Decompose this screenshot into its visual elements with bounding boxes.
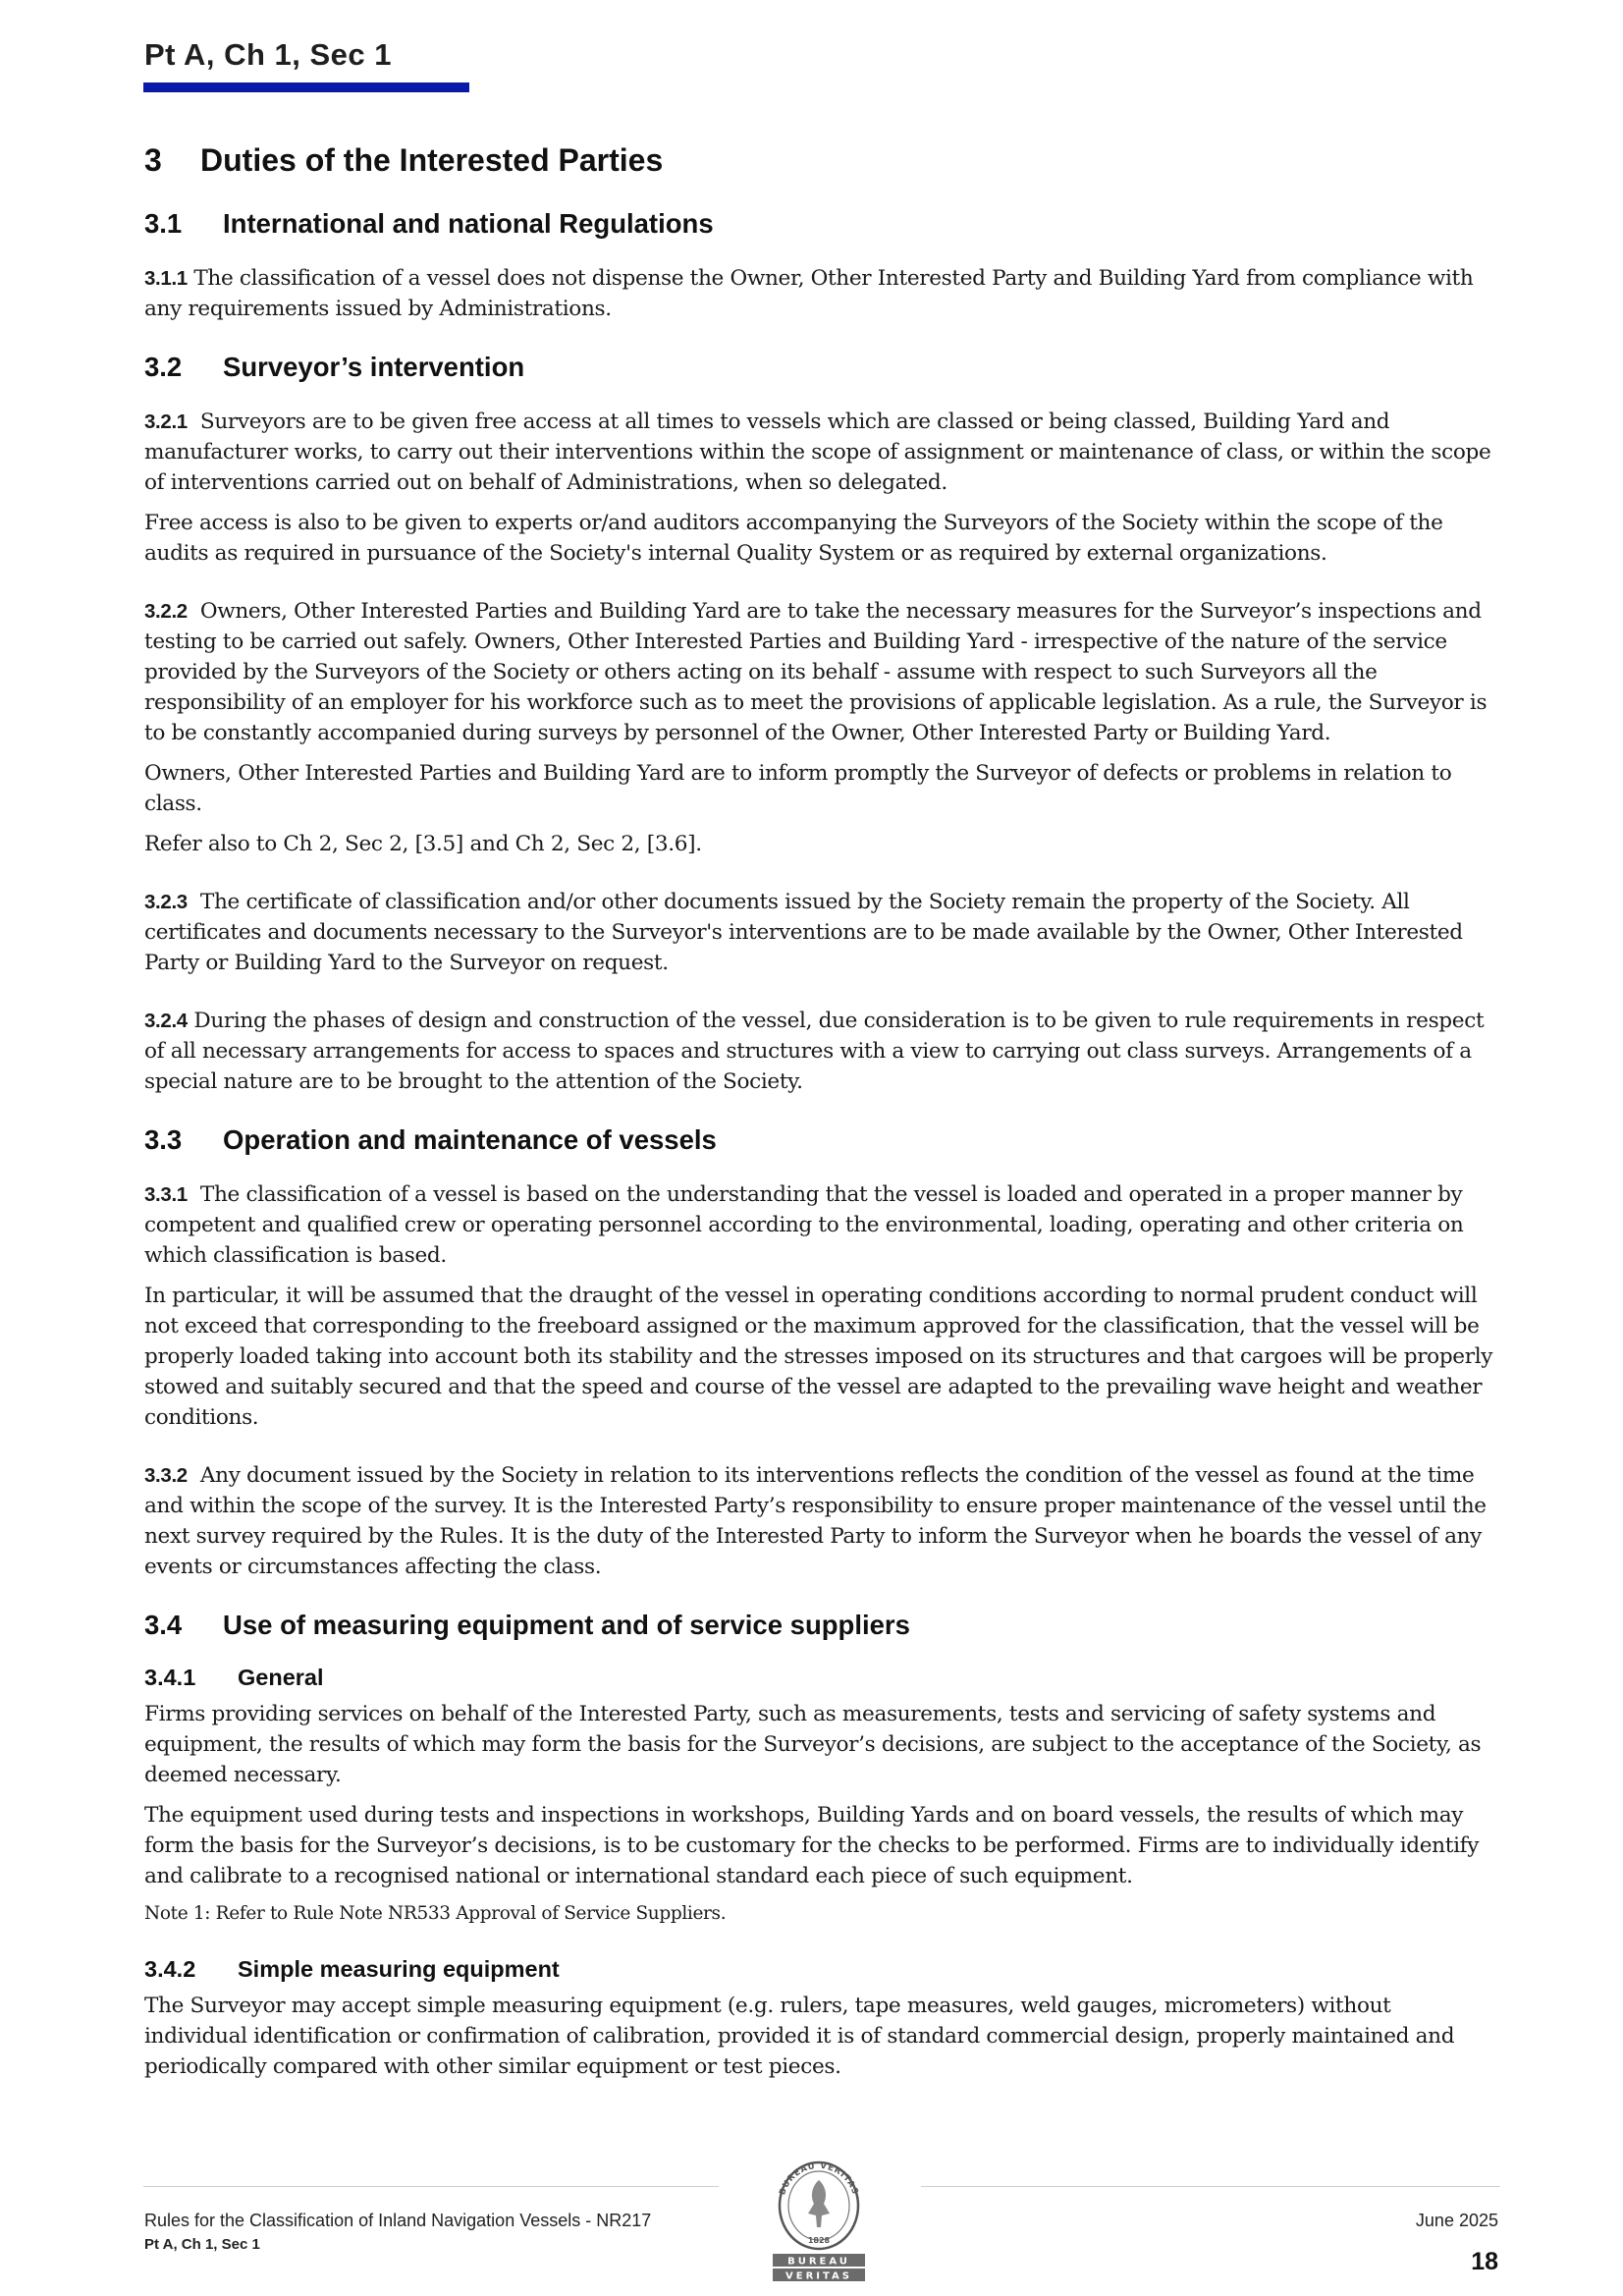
subsection-heading-3-4: 3.4 Use of measuring equipment and of service suppliers (144, 1610, 910, 1640)
header-rule (143, 82, 469, 92)
paragraph-3-2-2-b: Owners, Other Interested Parties and Building Yard are to inform promptly the Surveyor of defects or problems in relation to class. (144, 761, 1452, 816)
logo-arc-text: BUREAU VERITAS (778, 2160, 860, 2197)
page-number: 18 (1471, 2248, 1498, 2275)
subsubsection-heading-3-4-1: 3.4.1 General (144, 1665, 324, 1690)
footer-date: June 2025 (1415, 2211, 1498, 2230)
subsection-heading-3-1: 3.1 International and national Regulations (144, 208, 714, 239)
subsection-heading-3-3: 3.3 Operation and maintenance of vessels (144, 1124, 717, 1155)
paragraph-3-2-2-c: Refer also to Ch 2, Sec 2, [3.5] and Ch 2, Sec 2, [3.6]. (144, 832, 702, 856)
subsubsection-heading-3-4-2: 3.4.2 Simple measuring equipment (144, 1956, 560, 1982)
paragraph-3-1-1: 3.1.1 The classification of a vessel does not dispense the Owner, Other Interested Party and Building Yard from compliance with any requirements issued by Administrations. (144, 266, 1474, 321)
footer-rule-right (921, 2186, 1500, 2187)
bureau-veritas-logo (767, 2157, 871, 2284)
logo-word-veritas: VERITAS (785, 2270, 852, 2282)
logo-word-bureau: BUREAU (787, 2256, 850, 2268)
paragraph-3-4-2-a: The Surveyor may accept simple measuring equipment (e.g. rulers, tape measures, weld gauges, micrometers) without individual identification or confirmation of calibration, provided it is of standard commercial design, properly maintained and periodically compared with other similar equipment or test pieces. (144, 1994, 1455, 2079)
paragraph-3-2-1: 3.2.1 Surveyors are to be given free access at all times to vessels which are classed or being classed, Building Yard and manufacturer works, to carry out their interventions within the scope of assignment or maintenance of class, or within the scope of interventions carried out on behalf of Administrations, when so delegated. (144, 410, 1491, 495)
paragraph-3-3-2: 3.3.2 Any document issued by the Society in relation to its interventions reflects the condition of the vessel as found at the time and within the scope of the survey. It is the Interested Party’s responsibility to ensure proper maintenance of the vessel until the next survey required by the Rules. It is the duty of the Interested Party to inform the Surveyor when he boards the vessel of any events or circumstances affecting the class. (144, 1463, 1487, 1579)
paragraph-3-3-1: 3.3.1 The classification of a vessel is based on the understanding that the vessel is loaded and operated in a proper manner by competent and qualified crew or operating personnel according to the environmental, loading, operating and other criteria on which classification is based. (144, 1182, 1464, 1268)
footer-document-title: Rules for the Classification of Inland Navigation Vessels - NR217 (144, 2211, 652, 2230)
paragraph-3-4-1-a: Firms providing services on behalf of the Interested Party, such as measurements, tests and servicing of safety systems and equipment, the results of which may form the basis for the Surveyor’s decisions, are subject to the acceptance of the Society, as deemed necessary. (144, 1702, 1482, 1787)
footer-section: Pt A, Ch 1, Sec 1 (144, 2236, 260, 2253)
paragraph-3-3-1-b: In particular, it will be assumed that the draught of the vessel in operating conditions according to normal prudent conduct will not exceed that corresponding to the freeboard assigned or the maximum approved for the classification, that the vessel will be properly loaded taking into account both its stability and the stresses imposed on its structures and that cargoes will be properly stowed and suitably secured and that the speed and course of the vessel are adapted to the prevailing wave height and weather conditions. (144, 1284, 1493, 1430)
section-heading: 3 Duties of the Interested Parties (144, 142, 664, 178)
paragraph-3-4-1-b: The equipment used during tests and inspections in workshops, Building Yards and on board vessels, the results of which may form the basis for the Surveyor’s decisions, is to be customary for the checks to be performed. Firms are to individually identify and calibrate to a recognised national or international standard each piece of such equipment. (144, 1803, 1480, 1888)
paragraph-3-2-3: 3.2.3 The certificate of classification and/or other documents issued by the Society remain the property of the Society. All certificates and documents necessary to the Surveyor's interventions are to be made available by the Owner, Other Interested Party or Building Yard to the Surveyor on request. (144, 890, 1463, 975)
paragraph-3-2-2: 3.2.2 Owners, Other Interested Parties and Building Yard are to take the necessary measures for the Surveyor’s inspections and testing to be carried out safely. Owners, Other Interested Parties and Building Yard - irrespective of the nature of the service provided by the Surveyors of the Society or others acting on its behalf - assume with respect to such Surveyors all the responsibility of an employer for his workforce such as to meet the provisions of applicable legislation. As a rule, the Surveyor is to be constantly accompanied during surveys by personnel of the Owner, Other Interested Party or Building Yard. (144, 599, 1488, 745)
running-header: Pt A, Ch 1, Sec 1 (144, 37, 392, 72)
footer-rule-left (143, 2186, 719, 2187)
paragraph-3-2-4: 3.2.4 During the phases of design and construction of the vessel, due consideration is to be given to rule requirements in respect of all necessary arrangements for access to spaces and structures with a view to carrying out class surveys. Arrangements of a special nature are to be brought to the attention of the Society. (144, 1009, 1485, 1094)
subsection-heading-3-2: 3.2 Surveyor’s intervention (144, 352, 525, 382)
page-body (144, 142, 1494, 2092)
logo-year: 1828 (807, 2236, 831, 2245)
paragraph-3-2-1-b: Free access is also to be given to experts or/and auditors accompanying the Surveyors of the Society within the scope of the audits as required in pursuance of the Society's internal Quality System or as required by external organizations. (144, 511, 1443, 566)
note-3-4-1: Note 1: Refer to Rule Note NR533 Approval of Service Suppliers. (144, 1903, 727, 1924)
